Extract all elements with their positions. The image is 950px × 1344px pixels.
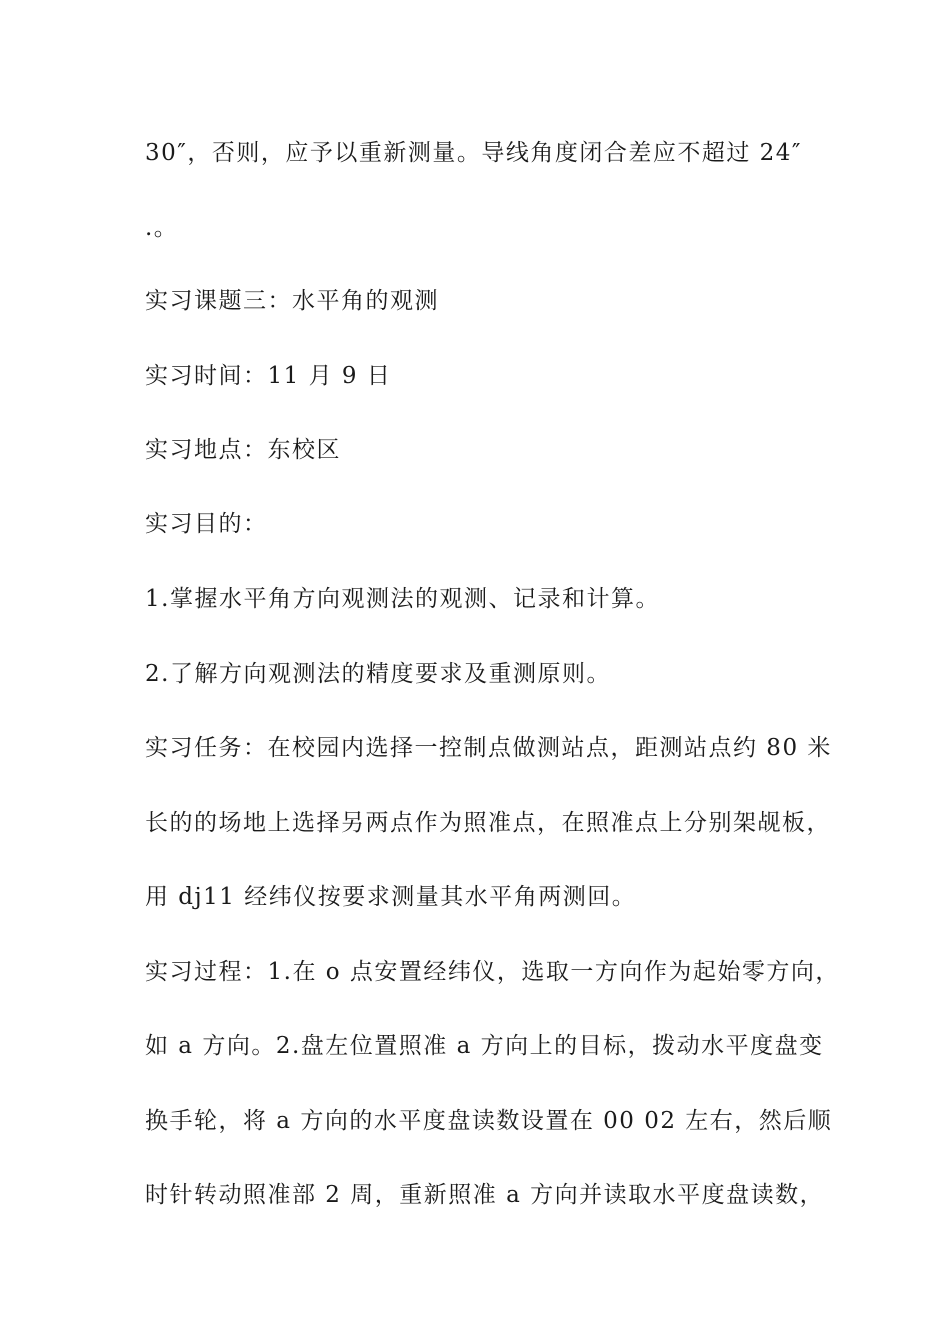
text-line: 30″，否则，应予以重新测量。导线角度闭合差应不超过 24″ (145, 140, 803, 166)
practice-time: 实习时间：11 月 9 日 (145, 363, 392, 389)
text-line: 长的的场地上选择另两点作为照准点，在照准点上分别架觇板， (145, 810, 831, 836)
purpose-item-1: 1.掌握水平角方向观测法的观测、记录和计算。 (145, 586, 660, 612)
practice-location: 实习地点：东校区 (145, 437, 341, 463)
section-title: 实习课题三：水平角的观测 (145, 288, 439, 314)
practice-purpose-label: 实习目的： (145, 511, 268, 537)
purpose-item-2: 2.了解方向观测法的精度要求及重测原则。 (145, 661, 611, 687)
text-line: 时针转动照准部 2 周，重新照准 a 方向并读取水平度盘读数， (145, 1182, 825, 1208)
text-line: 如 a 方向。2.盘左位置照准 a 方向上的目标，拨动水平度盘变 (145, 1033, 824, 1059)
practice-task: 实习任务：在校园内选择一控制点做测站点，距测站点约 80 米 (145, 735, 832, 761)
text-line: 用 dj11 经纬仪按要求测量其水平角两测回。 (145, 884, 637, 910)
text-line: .。 (145, 215, 179, 241)
practice-process: 实习过程：1.在 o 点安置经纬仪，选取一方向作为起始零方向， (145, 959, 840, 985)
text-line: 换手轮，将 a 方向的水平度盘读数设置在 00 02 左右，然后顺 (145, 1108, 833, 1134)
